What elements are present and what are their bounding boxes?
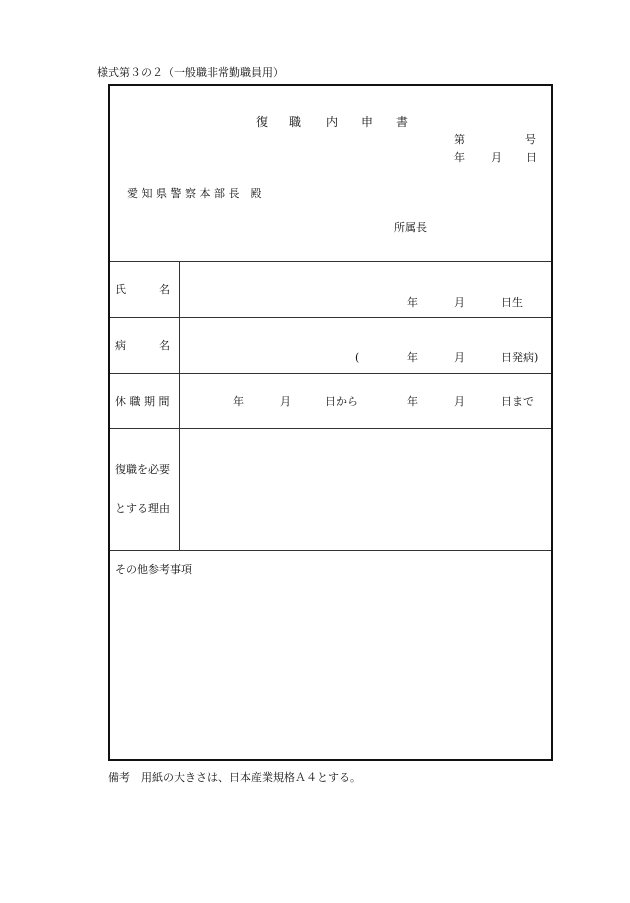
leave-from-day-label: 日から bbox=[325, 395, 358, 408]
onset-month-label: 月 bbox=[454, 351, 465, 364]
name-label: 氏 名 bbox=[115, 283, 170, 296]
label-column-divider bbox=[179, 262, 180, 550]
leave-period-label: 休 職 期 間 bbox=[115, 395, 170, 408]
document-number-go: 号 bbox=[525, 133, 536, 146]
form-caption: 様式第３の２（一般職非常勤職員用） bbox=[97, 66, 284, 79]
addressee: 愛 知 県 警 察 本 部 長 殿 bbox=[127, 187, 262, 200]
divider-illness bbox=[110, 373, 551, 374]
title-char-5: 書 bbox=[396, 115, 409, 129]
document-number-dai: 第 bbox=[454, 133, 465, 146]
illness-label: 病 名 bbox=[115, 339, 170, 352]
reason-label-line1: 復職を必要 bbox=[115, 463, 170, 476]
leave-to-month-label: 月 bbox=[454, 395, 465, 408]
reason-label-line2: とする理由 bbox=[115, 502, 170, 515]
date-day-label: 日 bbox=[526, 151, 537, 164]
leave-from-month-label: 月 bbox=[280, 395, 291, 408]
divider-reason bbox=[110, 550, 551, 551]
birth-day-label: 日生 bbox=[501, 296, 523, 309]
leave-from-year-label: 年 bbox=[233, 395, 244, 408]
title-char-1: 復 bbox=[256, 115, 269, 129]
title-char-2: 職 bbox=[289, 115, 302, 129]
illness-open-paren: ( bbox=[355, 351, 360, 364]
leave-to-year-label: 年 bbox=[407, 395, 418, 408]
title-char-4: 申 bbox=[361, 115, 374, 129]
leave-to-day-label: 日まで bbox=[501, 395, 534, 408]
title-char-3: 内 bbox=[326, 115, 339, 129]
form-frame bbox=[108, 84, 553, 761]
date-year-label: 年 bbox=[454, 151, 465, 164]
divider-leave bbox=[110, 428, 551, 429]
birth-year-label: 年 bbox=[407, 296, 418, 309]
divider-name bbox=[110, 317, 551, 318]
onset-day-label: 日発病) bbox=[501, 351, 539, 364]
signer-label: 所属長 bbox=[394, 221, 427, 234]
date-month-label: 月 bbox=[491, 151, 502, 164]
divider-header bbox=[110, 261, 551, 262]
birth-month-label: 月 bbox=[454, 296, 465, 309]
onset-year-label: 年 bbox=[407, 351, 418, 364]
other-reference-label: その他参考事項 bbox=[115, 563, 192, 576]
form-note: 備考 用紙の大きさは、日本産業規格Ａ４とする。 bbox=[108, 771, 361, 784]
